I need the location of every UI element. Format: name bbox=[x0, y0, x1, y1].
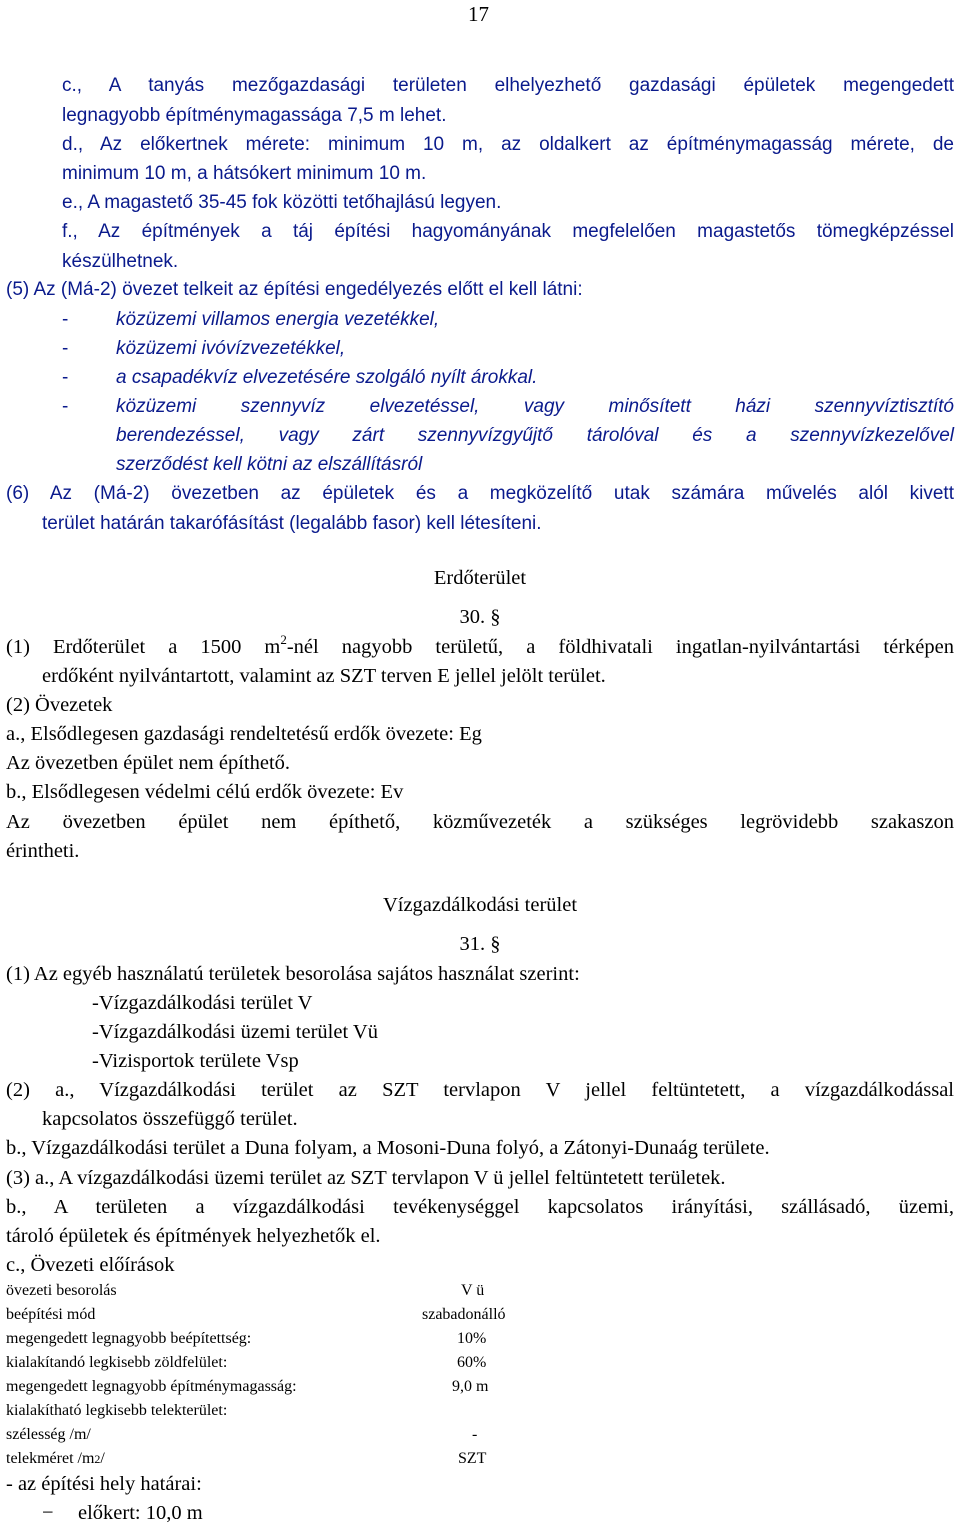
table-label: beépítési mód bbox=[6, 1306, 96, 1323]
viz-list-item: -Vízgazdálkodási üzemi terület Vü bbox=[92, 1021, 378, 1043]
erdo-paragraph-1-line1 bbox=[6, 632, 954, 658]
viz-paragraph-3c: c., Övezeti előírások bbox=[6, 1254, 175, 1276]
table-label-post: / bbox=[100, 1450, 105, 1467]
paragraph-6-line2: terület határán takarófásítást (legalább fasor) kell létesíteni. bbox=[42, 513, 542, 534]
paragraph-c-line1: c., A tanyás mezőgazdasági területen elhelyezhető gazdasági épületek megengedett bbox=[62, 75, 954, 96]
viz-paragraph-2a-line2: kapcsolatos összefüggő terület. bbox=[42, 1108, 298, 1130]
section-number-31: 31. § bbox=[459, 933, 501, 955]
viz-paragraph-2a-line1: (2) a., Vízgazdálkodási terület az SZT tervlapon V jellel feltüntetett, a vízgazdálkodással bbox=[6, 1079, 954, 1101]
table-value: V ü bbox=[461, 1282, 485, 1299]
table-label: megengedett legnagyobb beépítettség: bbox=[6, 1330, 252, 1347]
paragraph-e: e., A magastető 35-45 fok közötti tetőhajlású legyen. bbox=[62, 192, 502, 213]
erdo-zone-b-note-line1: Az övezetben épület nem építhető, közművezeték a szükséges legrövidebb szakaszon bbox=[6, 811, 954, 833]
bullet-dash: - bbox=[62, 338, 69, 359]
bullet-4-line1: közüzemi szennyvíz elvezetéssel, vagy minősített házi szennyvíztisztító bbox=[116, 396, 954, 417]
table-label: kialakítható legkisebb telekterület: bbox=[6, 1402, 228, 1419]
front-yard-value: előkert: 10,0 m bbox=[78, 1502, 203, 1524]
bullet-4-line2: berendezéssel, vagy zárt szennyvízgyűjtő tárolóval és a szennyvízkezelővel bbox=[116, 425, 954, 446]
paragraph-d-line1: d., Az előkertnek mérete: minimum 10 m, az oldalkert az építménymagasság mérete, de bbox=[62, 134, 954, 155]
viz-paragraph-1: (1) Az egyéb használatú területek besorolása sajátos használat szerint: bbox=[6, 963, 580, 985]
table-label: kialakítandó legkisebb zöldfelület: bbox=[6, 1354, 228, 1371]
paragraph-6-line1: (6) Az (Má-2) övezetben az épületek és a megközelítő utak számára művelés alól kivett bbox=[6, 483, 954, 504]
viz-paragraph-3b-line1: b., A területen a vízgazdálkodási tevékenységgel kapcsolatos irányítási, szállásadó, üzemi, bbox=[6, 1196, 954, 1218]
table-label: megengedett legnagyobb építménymagasság: bbox=[6, 1378, 297, 1395]
table-value: szabadonálló bbox=[422, 1306, 506, 1323]
table-label: övezeti besorolás bbox=[6, 1282, 117, 1299]
section-number-30: 30. § bbox=[459, 606, 501, 628]
viz-list-item: -Vizisportok területe Vsp bbox=[92, 1050, 299, 1072]
erdo-paragraph-2: (2) Övezetek bbox=[6, 694, 113, 716]
erdo-zone-b-note-line2: érintheti. bbox=[6, 840, 80, 862]
bullet-dash: − bbox=[42, 1502, 54, 1524]
table-label: szélesség /m/ bbox=[6, 1426, 91, 1443]
table-label-pre: telekméret /m bbox=[6, 1450, 95, 1467]
table-value: 60% bbox=[457, 1354, 487, 1371]
bullet-dash: - bbox=[62, 367, 69, 388]
section-heading-vizgazdalkodasi: Vízgazdálkodási terület bbox=[382, 894, 578, 916]
table-value: 9,0 m bbox=[452, 1378, 489, 1395]
table-label bbox=[6, 1451, 105, 1467]
table-value: - bbox=[472, 1426, 478, 1443]
paragraph-f-line1: f., Az építmények a táj építési hagyományának megfelelően magastetős tömegképzéssel bbox=[62, 221, 954, 242]
subscript: 2 bbox=[94, 1452, 101, 1466]
superscript: 2 bbox=[280, 632, 287, 647]
viz-paragraph-3a: (3) a., A vízgazdálkodási üzemi terület az SZT tervlapon V ü jellel feltüntetett területek. bbox=[6, 1167, 726, 1189]
building-area-bounds: - az építési hely határai: bbox=[6, 1473, 202, 1495]
erdo-paragraph-1-line2: erdőként nyilvántartott, valamint az SZT terven E jellel jelölt terület. bbox=[42, 665, 606, 687]
bullet-1: közüzemi villamos energia vezetékkel, bbox=[116, 309, 440, 330]
paragraph-f-line2: készülhetnek. bbox=[62, 251, 179, 272]
paragraph-c-line2: legnagyobb építménymagassága 7,5 m lehet. bbox=[62, 105, 447, 126]
paragraph-5: (5) Az (Má-2) övezet telkeit az építési engedélyezés előtt el kell látni: bbox=[6, 279, 583, 300]
erdo-zone-b: b., Elsődlegesen védelmi célú erdők övezete: Ev bbox=[6, 781, 404, 803]
paragraph-d-line2: minimum 10 m, a hátsókert minimum 10 m. bbox=[62, 163, 427, 184]
viz-paragraph-2b: b., Vízgazdálkodási terület a Duna folyam, a Mosoni-Duna folyó, a Zátonyi-Dunaág területe. bbox=[6, 1137, 770, 1159]
viz-paragraph-3b-line2: tároló épületek és építmények helyezhetők el. bbox=[6, 1225, 381, 1247]
table-value: SZT bbox=[458, 1450, 487, 1467]
bullet-dash: - bbox=[62, 309, 69, 330]
erdo-zone-a: a., Elsődlegesen gazdasági rendeltetésű erdők övezete: Eg bbox=[6, 723, 482, 745]
section-heading-erdoterulet: Erdőterület bbox=[433, 567, 527, 589]
bullet-4-line3: szerződést kell kötni az elszállításról bbox=[116, 454, 423, 475]
erdo-1-post: -nél nagyobb területű, a földhivatali ingatlan-nyilvántartási térképen bbox=[286, 636, 954, 658]
page-number: 17 bbox=[468, 2, 489, 26]
viz-list-item: -Vízgazdálkodási terület V bbox=[92, 992, 313, 1014]
erdo-1-pre: (1) Erdőterület a 1500 m bbox=[6, 636, 281, 658]
table-value: 10% bbox=[457, 1330, 487, 1347]
erdo-zone-a-note: Az övezetben épület nem építhető. bbox=[6, 752, 291, 774]
bullet-dash: - bbox=[62, 396, 69, 417]
bullet-3: a csapadékvíz elvezetésére szolgáló nyílt árokkal. bbox=[116, 367, 538, 388]
bullet-2: közüzemi ivóvízvezetékkel, bbox=[116, 338, 346, 359]
